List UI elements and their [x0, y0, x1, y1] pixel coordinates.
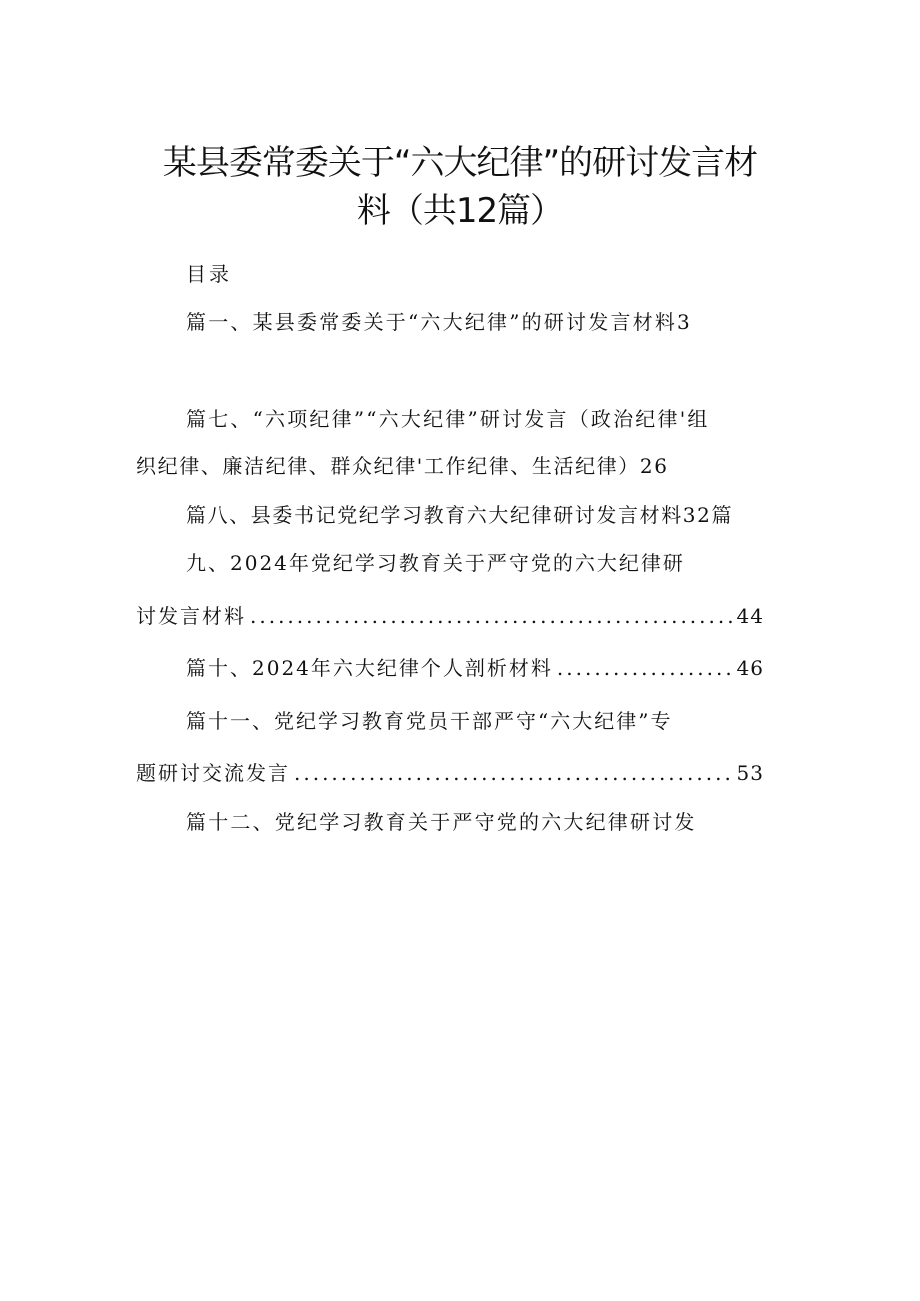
toc-entry-7-line-2[interactable]: 织纪律、廉洁纪律、群众纪律'工作纪律、生活纪律）26 — [136, 454, 669, 478]
toc-entry-12[interactable]: 篇十二、党纪学习教育关于严守党的六大纪律研讨发 — [186, 810, 697, 834]
toc-entry-11-line-2[interactable] — [136, 757, 764, 786]
toc-entry-1[interactable]: 篇一、某县委常委关于“六大纪律”的研讨发言材料3 — [186, 310, 692, 334]
toc-entry-10-text: 篇十、2024年六大纪律个人剖析材料 — [186, 656, 553, 680]
document-title-line-2: 料（共12篇） — [356, 191, 564, 231]
toc-entry-11-line-1[interactable]: 篇十一、党纪学习教育党员干部严守“六大纪律”专 — [186, 709, 673, 733]
toc-entry-11-text: 题研讨交流发言 — [136, 761, 290, 785]
toc-entry-10-page: 46 — [736, 656, 764, 680]
toc-entry-9-line-2[interactable] — [136, 600, 764, 629]
toc-entry-7-line-1[interactable]: 篇七、“六项纪律”“六大纪律”研讨发言（政治纪律'组 — [186, 407, 710, 431]
document-title-line-1: 某县委常委关于“六大纪律”的研讨发言材 — [162, 143, 758, 183]
toc-entry-8[interactable]: 篇八、县委书记党纪学习教育六大纪律研讨发言材料32篇 — [186, 503, 734, 527]
toc-entry-9-text: 讨发言材料 — [136, 604, 246, 628]
toc-entry-10[interactable] — [186, 652, 764, 681]
toc-entry-9-line-1[interactable]: 九、2024年党纪学习教育关于严守党的六大纪律研 — [186, 551, 685, 575]
toc-heading: 目录 — [186, 262, 232, 286]
dot-leader — [294, 761, 733, 785]
toc-entry-11-page: 53 — [736, 761, 764, 785]
dot-leader — [557, 656, 733, 680]
toc-entry-9-page: 44 — [736, 604, 764, 628]
dot-leader — [250, 604, 733, 628]
